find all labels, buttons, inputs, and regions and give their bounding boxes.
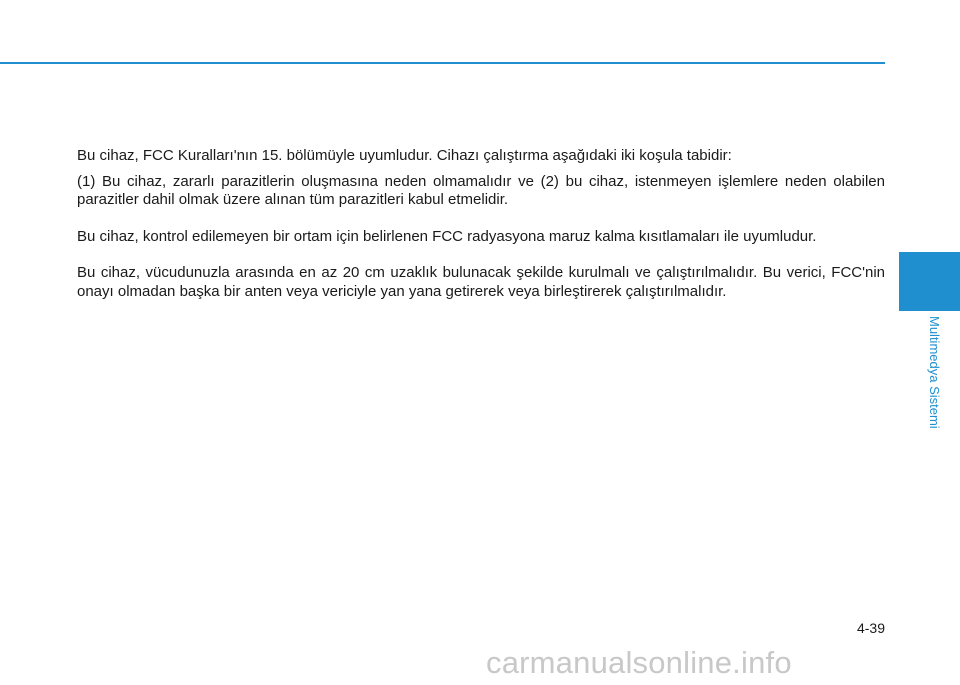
section-label: Multimedya Sistemi: [927, 316, 942, 429]
paragraph-fcc-part15: Bu cihaz, FCC Kuralları'nın 15. bölümüyle uyumludur. Cihazı çalıştırma aşağıdaki iki koşula tabidir:: [77, 147, 732, 164]
paragraph-conditions: (1) Bu cihaz, zararlı parazitlerin oluşmasına neden olmamalıdır ve (2) bu cihaz, istenmeyen işlemlere neden olabilen parazitler dahil olmak üzere alınan tüm parazitleri kabul etmelidir.: [77, 172, 885, 208]
header-rule: [0, 62, 885, 64]
page-number: 4-39: [856, 620, 885, 636]
watermark: carmanualsonline.info: [486, 645, 792, 680]
body-text: [77, 147, 885, 301]
section-tab: [899, 252, 960, 311]
paragraph-radiation-limits: Bu cihaz, kontrol edilemeyen bir ortam için belirlenen FCC radyasyona maruz kalma kısıtlamaları ile uyumludur.: [77, 227, 817, 245]
paragraph-distance: Bu cihaz, vücudunuzla arasında en az 20 cm uzaklık bulunacak şekilde kurulmalı ve çalıştırılmalıdır. Bu verici, FCC'nin onayı olmadan başka bir anten veya vericiyle yan yana getirerek veya birleştirerek çalıştırılmalıdır.: [77, 264, 885, 300]
